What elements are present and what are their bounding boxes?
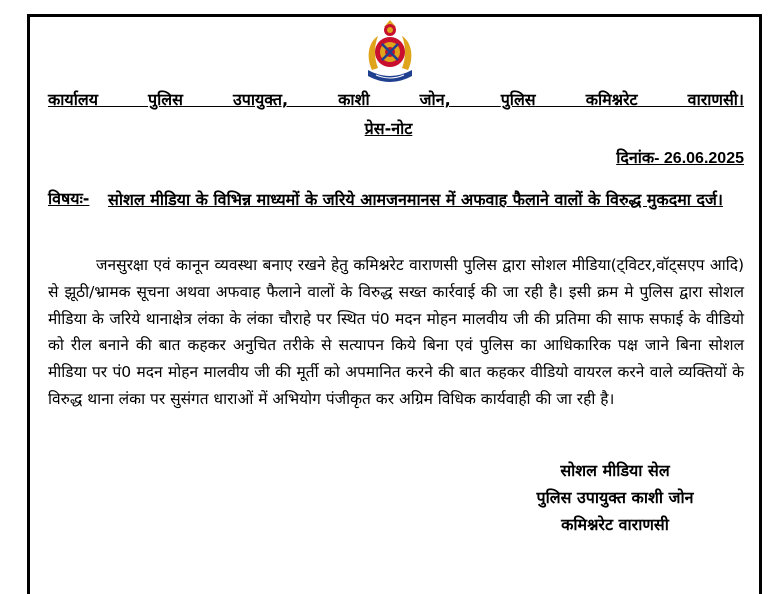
signature-line-commissionerate: कमिश्नरेट वाराणसी [561, 515, 669, 534]
office-word: पुलिस [148, 90, 183, 109]
signature-line-officer: पुलिस उपायुक्त काशी जोन [536, 488, 694, 507]
office-heading [48, 89, 744, 111]
press-note-title: प्रेस-नोट [364, 119, 413, 138]
subject-text: सोशल मीडिया के विभिन्न माध्यमों के जरिये आमजनमानस में अफवाह फैलाने वालों के विरुद्ध मुकदमा दर्ज। [108, 190, 723, 209]
office-word: वाराणसी। [687, 90, 744, 109]
signature-line-cell: सोशल मीडिया सेल [560, 461, 670, 480]
office-word: जोन, [419, 90, 451, 109]
office-word: कमिश्नरेट [585, 90, 638, 109]
up-police-emblem-icon [362, 18, 418, 84]
signature-block [500, 457, 730, 538]
office-word: काशी [338, 90, 370, 109]
office-word: कार्यालय [48, 90, 98, 109]
body-paragraph: जनसुरक्षा एवं कानून व्यवस्था बनाए रखने हेतु कमिश्नरेट वाराणसी पुलिस द्वारा सोशल मीडिया(ट्विटर,वॉट्सएप आदि) से झूठी/भ्रामक सूचना अथवा अफवाह फैलाने वालों के विरुद्ध सख्त कार्रवाई की जा रही है। इसी क्रम मे पुलिस द्वारा सोशल मीडिया के जरिये थानाक्षेत्र लंका के लंका चौराहे पर स्थित पं0 मदन मोहन मालवीय जी की प्रतिमा की साफ सफाई के वीडियो को रील बनाने की बात कहकर अनुचित तरीके से सत्यापन किये बिना एवं पुलिस का आधिकारिक पक्ष जाने बिना सोशल मीडिया पर पं0 मदन मोहन मालवीय जी की मूर्ती को अपमानित करने की बात कहकर वीडियो वायरल करने वाले व्यक्तियों के विरुद्ध थाना लंका पर सुसंगत धाराओं में अभियोग पंजीकृत कर अग्रिम विधिक कार्यवाही की जा रही है। [48, 256, 744, 408]
document-date: दिनांक- 26.06.2025 [616, 150, 744, 167]
office-word: पुलिस [500, 90, 536, 109]
subject-label: विषयः- [48, 189, 90, 208]
office-word: उपायुक्त, [233, 90, 289, 109]
